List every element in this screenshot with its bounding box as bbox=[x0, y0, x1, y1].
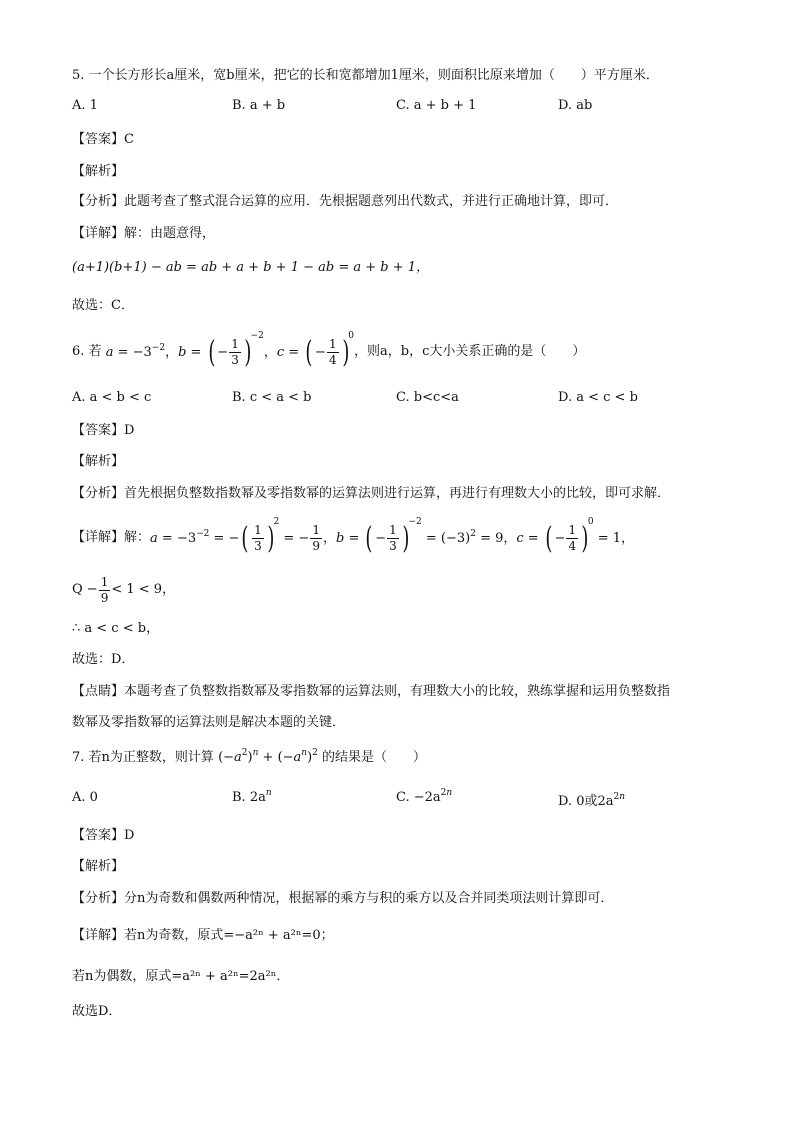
q6-dianjing-1: 【点睛】本题考查了负整数指数幂及零指数幂的运算法则，有理数大小的比较，熟练掌握和运用负整数指 bbox=[72, 684, 671, 699]
q7-stem-prefix: 7. 若n为正整数，则计算 bbox=[72, 750, 214, 765]
q5-conclusion: 故选：C． bbox=[72, 298, 134, 313]
q7-jiexi: 【解析】 bbox=[72, 859, 125, 874]
q5-stem: 5. 一个长方形长a厘米，宽b厘米，把它的长和宽都增加1厘米，则面积比原来增加（ ）平方厘米． bbox=[72, 68, 659, 83]
q7-options bbox=[72, 790, 732, 812]
q6-option-b[interactable]: B. c < a < b bbox=[232, 390, 312, 405]
q6-since-prefix: Q − bbox=[72, 582, 98, 597]
q6-answer: 【答案】D bbox=[72, 423, 135, 438]
q6-stem-prefix: 6. 若 bbox=[72, 344, 102, 359]
q6-therefore: ∴ a < c < b， bbox=[72, 621, 160, 636]
q5-xiangjie: 【详解】解：由题意得， bbox=[72, 226, 216, 241]
q7-option-c[interactable]: C. $-2a^{2n}$ bbox=[396, 788, 453, 805]
q6-stem-suffix: ，则a，b，c大小关系正确的是（ ） bbox=[354, 344, 586, 359]
q7-answer: 【答案】D bbox=[72, 828, 135, 843]
q5-option-d[interactable]: D. ab bbox=[558, 98, 593, 113]
q6-since-frac: $\frac{1}{9}$ bbox=[100, 574, 109, 605]
q5-option-b[interactable]: B. a + b bbox=[232, 98, 286, 113]
q6-xiangjie bbox=[72, 518, 634, 558]
q7-option-d[interactable]: D. 0或$2a^{2n}$ bbox=[558, 792, 626, 809]
q7-odd: 【详解】若n为奇数，原式=−a²ⁿ + a²ⁿ=0； bbox=[72, 928, 334, 943]
q5-formula: (a+1)(b+1) − ab = ab + a + b + 1 − ab = a + b + 1， bbox=[72, 260, 430, 275]
q6-since bbox=[72, 570, 175, 610]
q5-jiexi: 【解析】 bbox=[72, 164, 125, 179]
q5-answer: 【答案】C bbox=[72, 132, 134, 147]
q6-fenxi: 【分析】首先根据负整数指数幂及零指数幂的运算法则进行运算，再进行有理数大小的比较，即可求解． bbox=[72, 486, 671, 501]
q6-jiexi: 【解析】 bbox=[72, 454, 125, 469]
q6-options bbox=[72, 390, 732, 412]
q5-option-c[interactable]: C. a + b + 1 bbox=[396, 98, 477, 113]
q7-expr: $(-a^2)^n + (-a^n)^2$ bbox=[218, 748, 318, 765]
q6-option-a[interactable]: A. a < b < c bbox=[72, 390, 152, 405]
q7-option-b[interactable]: B. $2a^n$ bbox=[232, 788, 272, 805]
q7-stem bbox=[72, 748, 426, 768]
q6-option-d[interactable]: D. a < c < b bbox=[558, 390, 638, 405]
q7-conclusion: 故选D． bbox=[72, 1004, 122, 1019]
q5-option-a[interactable]: A. 1 bbox=[72, 98, 98, 113]
q7-fenxi: 【分析】分n为奇数和偶数两种情况，根据幂的乘方与积的乘方以及合并同类项法则计算即可． bbox=[72, 891, 614, 906]
q6-stem bbox=[72, 332, 585, 372]
q6-expr: $a = -3^{-2}$，b = ( − $\frac{1}{3}$ )−2，c = ( − $\frac{1}{4}$ )0 bbox=[105, 331, 355, 370]
q6-conclusion: 故选：D． bbox=[72, 652, 135, 667]
q6-xiangjie-expr: $a = -3^{-2}$ = −( $\frac{1}{3}$ )2 = − $\frac{1}{9}$ ，b = ( − $\frac{1}{3}$ )$-2 = (-3)^2 = 9$，c = ( − $\frac{1}{4}$ )0 = 1， bbox=[150, 517, 634, 556]
q5-options bbox=[72, 98, 732, 120]
q7-even: 若n为偶数，原式=a²ⁿ + a²ⁿ=2a²ⁿ． bbox=[72, 969, 290, 984]
q5-fenxi: 【分析】此题考查了整式混合运算的应用．先根据题意列出代数式，并进行正确地计算，即可． bbox=[72, 194, 619, 209]
q6-since-tail: < 1 < 9， bbox=[111, 582, 176, 597]
q7-stem-suffix: 的结果是（ ） bbox=[322, 750, 427, 765]
q6-dianjing-2: 数幂及零指数幂的运算法则是解决本题的关键． bbox=[72, 715, 346, 730]
q6-xiangjie-prefix: 【详解】解： bbox=[72, 530, 151, 545]
q6-option-c[interactable]: C. b<c<a bbox=[396, 390, 459, 405]
q7-option-a[interactable]: A. 0 bbox=[72, 790, 98, 805]
